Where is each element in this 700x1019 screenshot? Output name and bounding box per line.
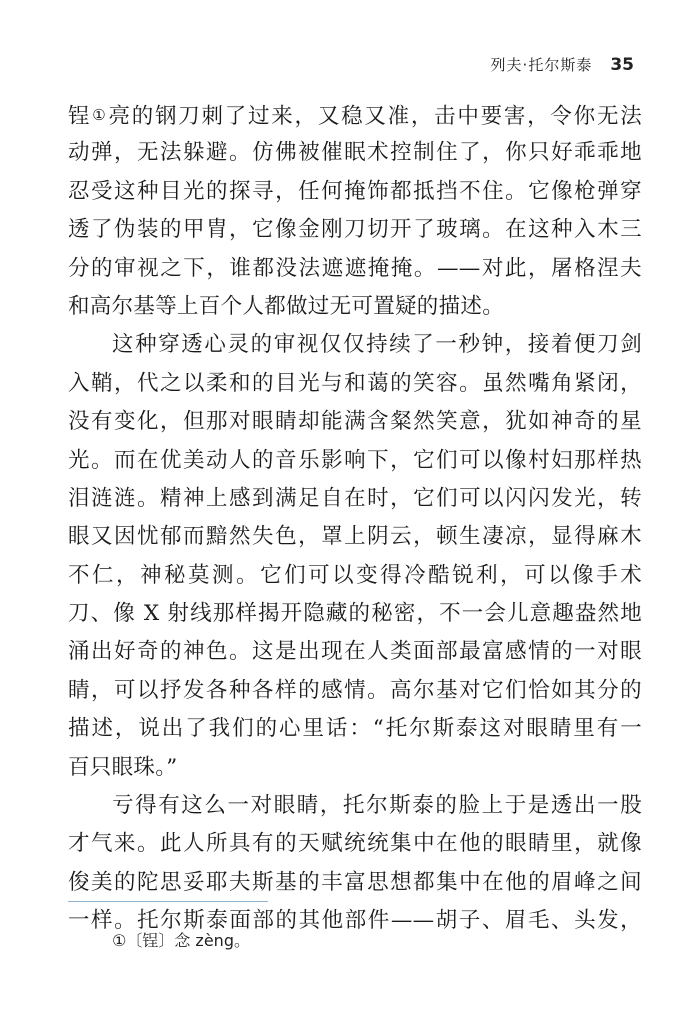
- page-number: 35: [610, 55, 634, 75]
- footnote: ①〔锃〕念 zèng。: [112, 931, 250, 950]
- text-line: 俊美的陀思妥耶夫斯基的丰富思想都集中在他的眉峰之间: [68, 869, 642, 895]
- text-line: 眼又因忧郁而黯然失色，罩上阴云，顿生凄凉，显得麻木: [68, 524, 642, 550]
- text-line: 动弹，无法躲避。仿佛被催眠术控制住了，你只好乖乖地: [68, 140, 642, 166]
- text-line: 没有变化，但那对眼睛却能满含粲然笑意，犹如神奇的星: [68, 409, 642, 435]
- footnote-divider: [68, 901, 268, 902]
- text-line: 涌出好奇的神色。这是出现在人类面部最富感情的一对眼: [68, 639, 642, 665]
- text-line: 不仁，神秘莫测。它们可以变得冷酷锐利，可以像手术: [68, 562, 642, 588]
- text-line: 睛，可以抒发各种各样的感情。高尔基对它们恰如其分的: [68, 677, 642, 703]
- text-line: 入鞘，代之以柔和的目光与和蔼的笑容。虽然嘴角紧闭，: [68, 370, 642, 396]
- text-line: 百只眼珠。”: [68, 754, 178, 780]
- text-line: 和高尔基等上百个人都做过无可置疑的描述。: [68, 293, 505, 319]
- text-line: 一样。托尔斯泰面部的其他部件——胡子、眉毛、头发，: [68, 908, 642, 934]
- text-line: 锃①亮的钢刀刺了过来，又稳又准，击中要害，令你无法: [68, 104, 642, 129]
- text-line: 描述，说出了我们的心里话：“托尔斯泰这对眼睛里有一: [68, 716, 642, 742]
- text-line: 才气来。此人所具有的天赋统统集中在他的眼睛里，就像: [68, 831, 642, 857]
- text-line: 这种穿透心灵的审视仅仅持续了一秒钟，接着便刀剑: [112, 332, 642, 358]
- text-line: 泪涟涟。精神上感到满足自在时，它们可以闪闪发光，转: [68, 485, 642, 511]
- text-line: 刀、像 X 射线那样揭开隐藏的秘密，不一会儿意趣盎然地: [68, 601, 642, 627]
- running-title: 列夫·托尔斯泰: [490, 56, 593, 74]
- footnote-marker: ①: [92, 106, 108, 124]
- running-head: [491, 54, 634, 75]
- text-line: 亏得有这么一对眼睛，托尔斯泰的脸上于是透出一股: [112, 793, 642, 819]
- text-line: 光。而在优美动人的音乐影响下，它们可以像村妇那样热: [68, 447, 642, 473]
- text-line: 透了伪装的甲胄，它像金刚刀切开了玻璃。在这种入木三: [68, 217, 642, 243]
- body-text: [68, 96, 642, 941]
- text-line: 忍受这种目光的探寻，任何掩饰都抵挡不住。它像枪弹穿: [68, 178, 642, 204]
- text-line: 分的审视之下，谁都没法遮遮掩掩。——对此，屠格涅夫: [68, 255, 642, 281]
